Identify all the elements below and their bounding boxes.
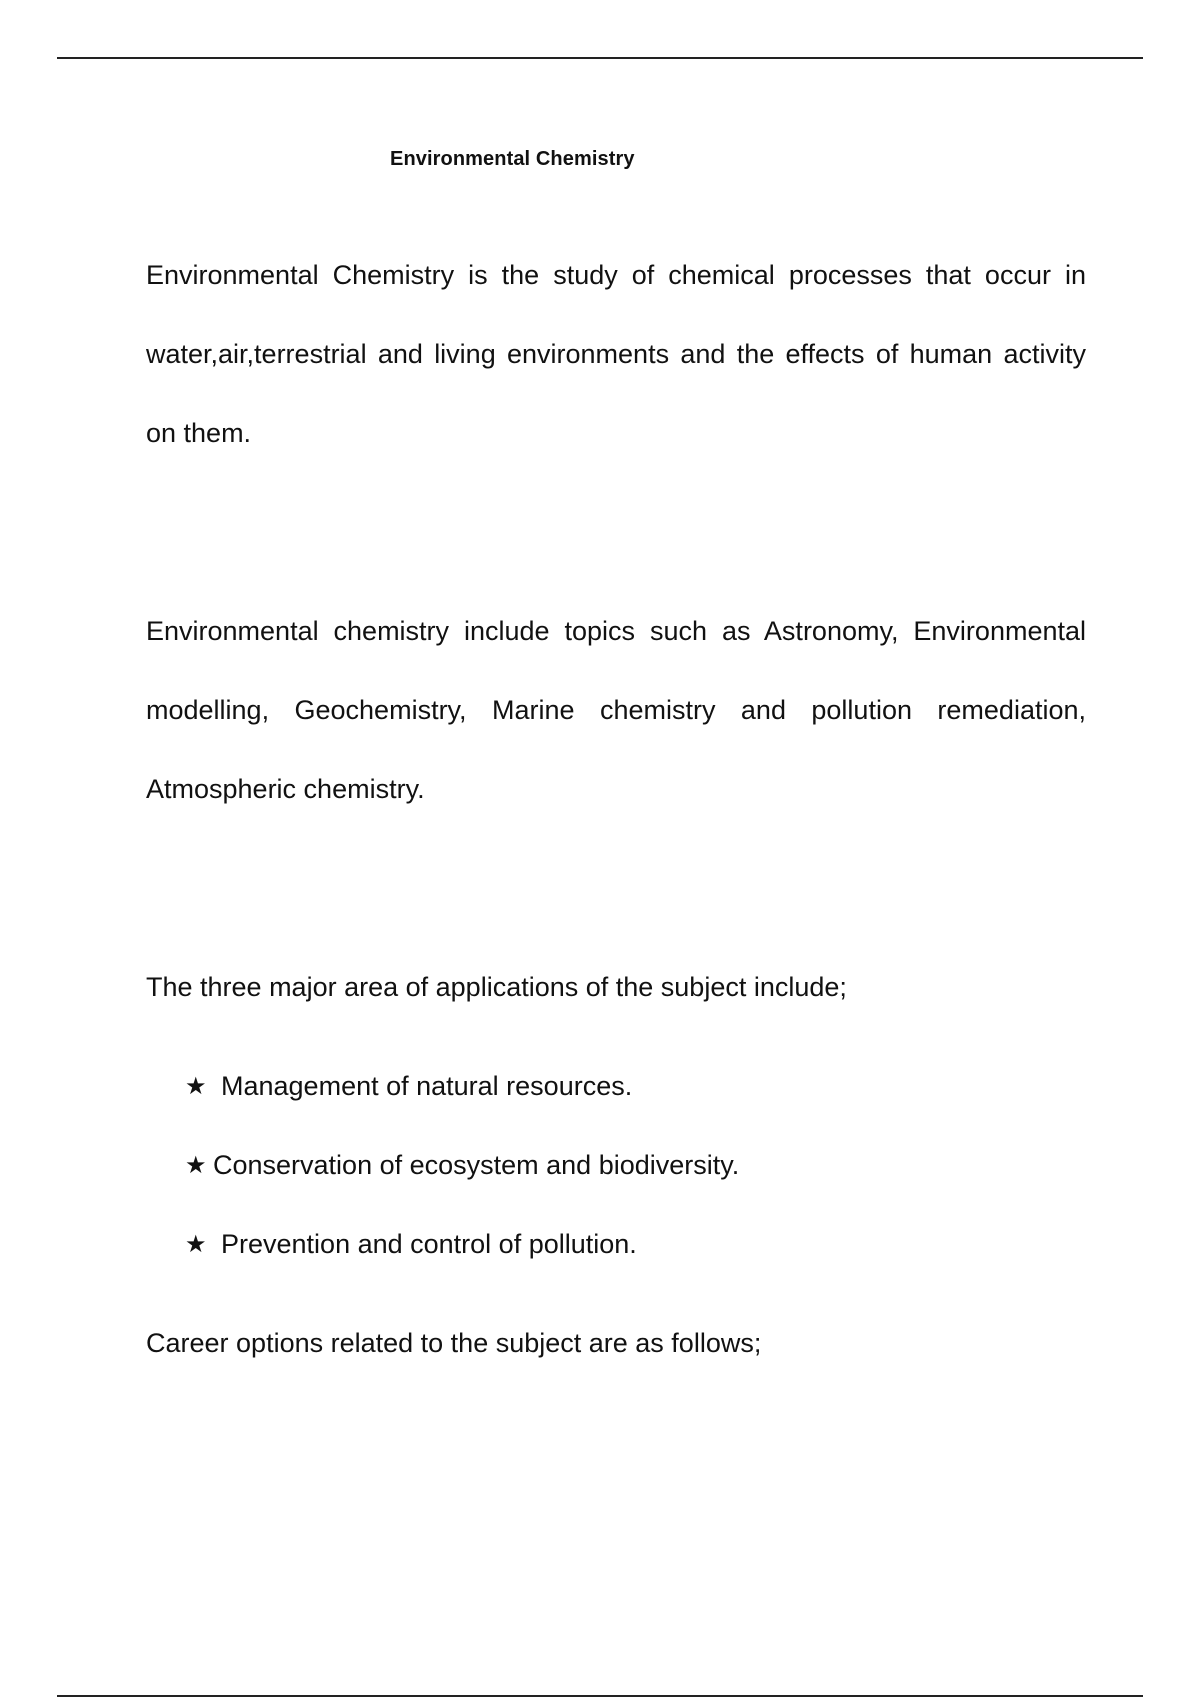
header-rule [57,57,1143,59]
list-item-text: Conservation of ecosystem and biodiversity. [213,1150,740,1180]
list-item-text: Prevention and control of pollution. [221,1229,637,1259]
applications-list [185,1047,739,1284]
star-bullet-icon: ★ [185,1151,207,1179]
applications-intro: The three major area of applications of the subject include; [146,972,847,1002]
footer-rule [57,1695,1143,1697]
list-item [185,1126,739,1205]
definition-paragraph: Environmental Chemistry is the study of chemical processes that occur in water,air,terrestrial and living environments and the effects of human activity on them. [146,260,1086,448]
list-item-text: Management of natural resources. [221,1071,633,1101]
topics-paragraph: Environmental chemistry include topics such as Astronomy, Environmental modelling, Geochemistry, Marine chemistry and pollution remediation, Atmospheric chemistry. [146,616,1086,804]
page-title: Environmental Chemistry [390,148,635,170]
star-bullet-icon: ★ [185,1230,207,1258]
star-bullet-icon: ★ [185,1072,207,1100]
list-item [185,1047,739,1126]
list-item [185,1205,739,1284]
career-intro: Career options related to the subject are as follows; [146,1328,762,1358]
